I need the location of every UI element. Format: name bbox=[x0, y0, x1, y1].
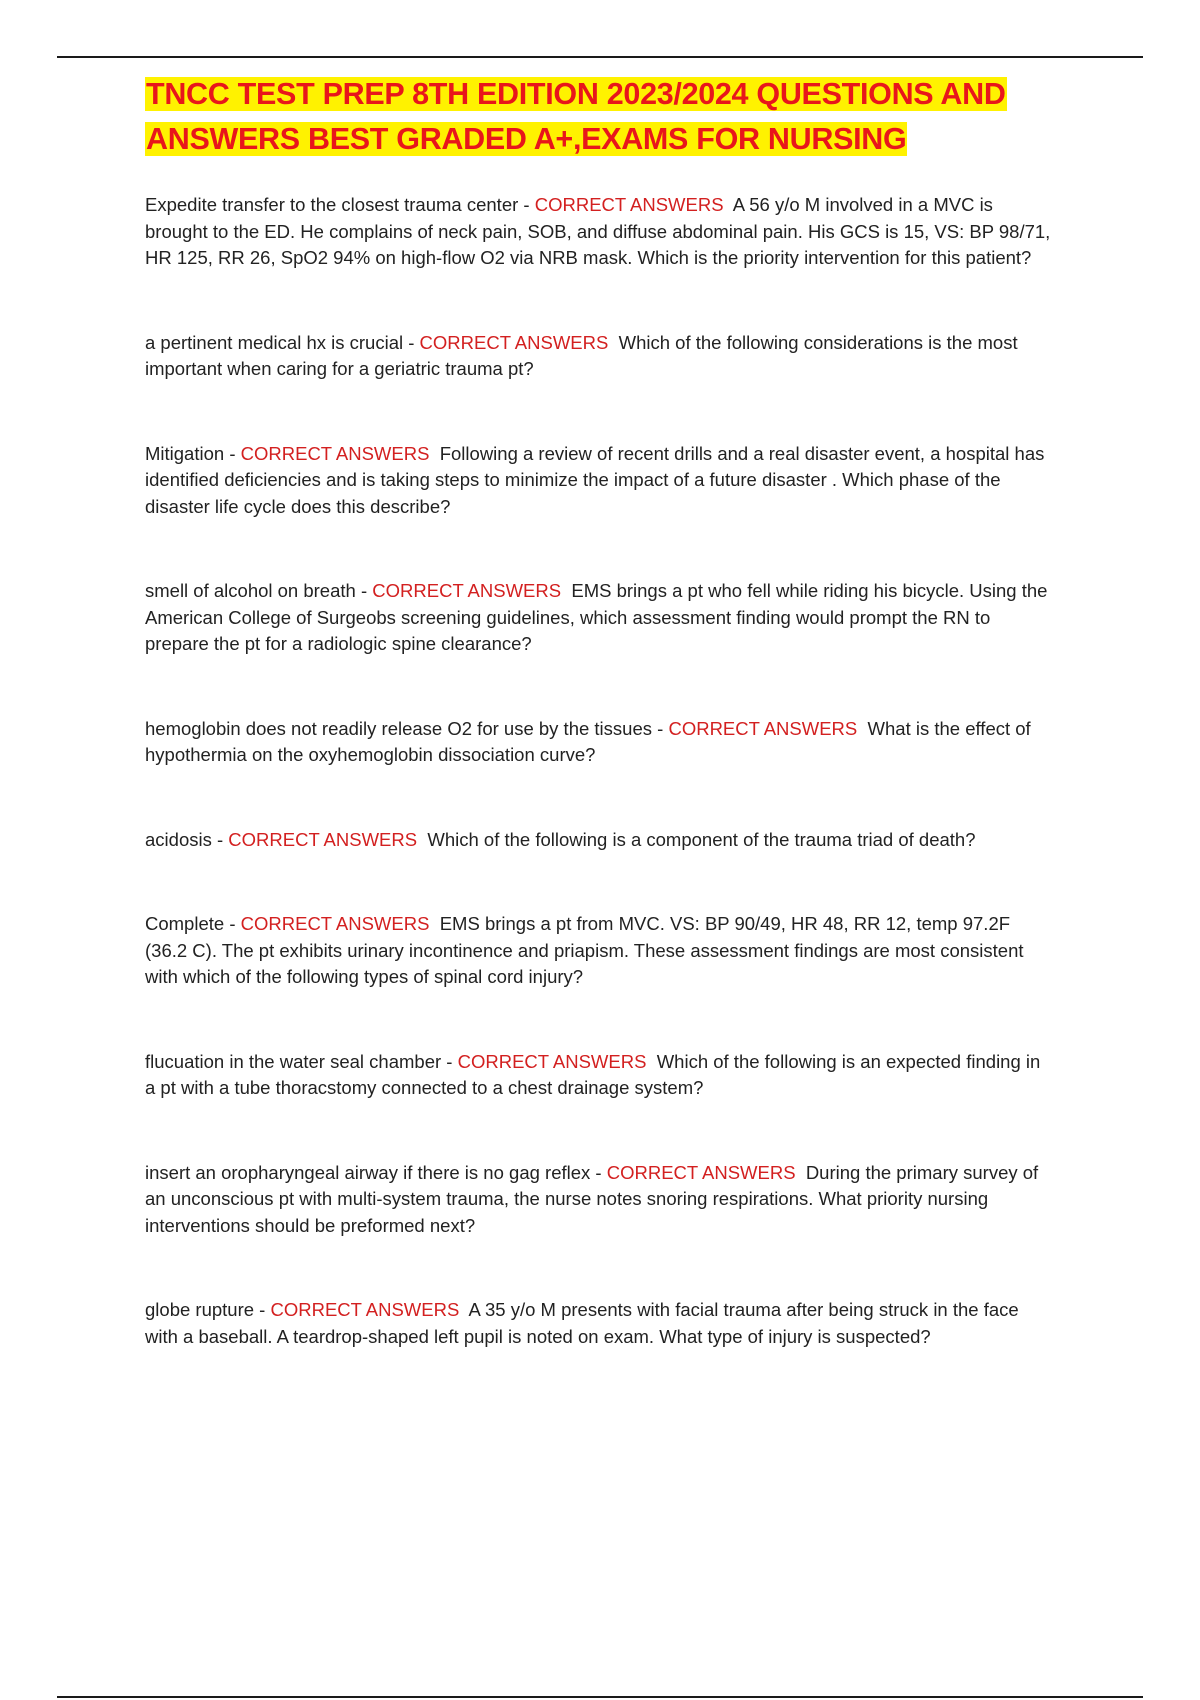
question-text: Which of the following is a component of the trauma triad of death? bbox=[427, 828, 976, 850]
separator: - bbox=[403, 331, 420, 353]
question-text: What is the effect of hypothermia on the oxyhemoglobin dissociation curve? bbox=[145, 717, 1031, 765]
answer-text: insert an oropharyngeal airway if there is no gag reflex bbox=[145, 1161, 591, 1183]
separator: - bbox=[652, 717, 669, 739]
qa-item bbox=[145, 330, 1055, 383]
correct-answers-label: CORRECT ANSWERS bbox=[228, 828, 418, 850]
qa-item bbox=[145, 911, 1055, 991]
qa-item bbox=[145, 1297, 1055, 1350]
answer-text: globe rupture bbox=[145, 1299, 255, 1320]
header-rule bbox=[57, 56, 1143, 58]
answer-text: acidosis bbox=[145, 828, 212, 850]
question-text: EMS brings a pt who fell while riding his bicycle. Using the American College of Surgeobs screening guidelines, which assessment finding would prompt the RN to prepare the pt for a radiologic spine clearance? bbox=[145, 580, 1048, 654]
correct-answers-label: CORRECT ANSWERS bbox=[372, 580, 562, 601]
separator: - bbox=[518, 194, 535, 215]
correct-answers-label: CORRECT ANSWERS bbox=[668, 717, 858, 739]
separator: - bbox=[254, 1299, 271, 1320]
correct-answers-label: CORRECT ANSWERS bbox=[240, 442, 430, 464]
document-body bbox=[145, 72, 1055, 1350]
separator: - bbox=[590, 1161, 607, 1183]
qa-item bbox=[145, 441, 1055, 521]
separator: - bbox=[441, 1050, 458, 1072]
separator: - bbox=[224, 442, 241, 464]
question-text: EMS brings a pt from MVC. VS: BP 90/49, HR 48, RR 12, temp 97.2F (36.2 C). The pt exhibits urinary incontinence and priapism. These assessment findings are most consistent with which of the following types of spinal cord injury? bbox=[145, 913, 1024, 987]
correct-answers-label: CORRECT ANSWERS bbox=[534, 194, 724, 215]
question-text: Which of the following is an expected finding in a pt with a tube thoracstomy connected to a chest drainage system? bbox=[145, 1050, 1041, 1098]
document-title bbox=[145, 72, 1055, 162]
answer-text: Complete bbox=[145, 913, 225, 934]
answer-text: Mitigation bbox=[145, 442, 225, 464]
correct-answers-label: CORRECT ANSWERS bbox=[270, 1299, 460, 1320]
separator: - bbox=[355, 580, 373, 601]
correct-answers-label: CORRECT ANSWERS bbox=[457, 1050, 647, 1072]
qa-item bbox=[145, 716, 1055, 769]
question-text: Following a review of recent drills and a real disaster event, a hospital has identified deficiencies and is taking steps to minimize the impact of a future disaster . Which phase of the disaster life cycle does this describe? bbox=[145, 442, 1045, 517]
qa-item bbox=[145, 827, 1055, 854]
question-text: During the primary survey of an unconscious pt with multi-system trauma, the nurse notes snoring respirations. What priority nursing interventions should be preformed next? bbox=[145, 1161, 1039, 1236]
question-text: A 56 y/o M involved in a MVC is brought to the ED. He complains of neck pain, SOB, and diffuse abdominal pain. His GCS is 15, VS: BP 98/71, HR 125, RR 26, SpO2 94% on high-flow O2 via NRB mask. Which is the priority intervention for this patient? bbox=[145, 194, 1051, 268]
footer-rule bbox=[57, 1696, 1143, 1698]
qa-item bbox=[145, 578, 1055, 658]
question-text: A 35 y/o M presents with facial trauma after being struck in the face with a baseball. A teardrop-shaped left pupil is noted on exam. What type of injury is suspected? bbox=[145, 1299, 1019, 1347]
title-line-2: ANSWERS BEST GRADED A+,EXAMS FOR NURSING bbox=[146, 122, 907, 156]
answer-text: smell of alcohol on breath bbox=[145, 580, 356, 601]
qa-item bbox=[145, 192, 1055, 272]
qa-item bbox=[145, 1160, 1055, 1240]
qa-item bbox=[145, 1049, 1055, 1102]
correct-answers-label: CORRECT ANSWERS bbox=[240, 913, 430, 934]
separator: - bbox=[211, 828, 229, 850]
answer-text: Expedite transfer to the closest trauma center bbox=[145, 194, 519, 215]
question-text: Which of the following considerations is the most important when caring for a geriatric trauma pt? bbox=[145, 331, 1018, 379]
correct-answers-label: CORRECT ANSWERS bbox=[606, 1161, 796, 1183]
answer-text: a pertinent medical hx is crucial bbox=[145, 331, 404, 353]
answer-text: flucuation in the water seal chamber bbox=[145, 1050, 442, 1072]
title-line-1: TNCC TEST PREP 8TH EDITION 2023/2024 QUESTIONS AND bbox=[146, 77, 1006, 111]
correct-answers-label: CORRECT ANSWERS bbox=[419, 331, 609, 353]
answer-text: hemoglobin does not readily release O2 for use by the tissues bbox=[145, 717, 652, 739]
separator: - bbox=[224, 913, 241, 934]
